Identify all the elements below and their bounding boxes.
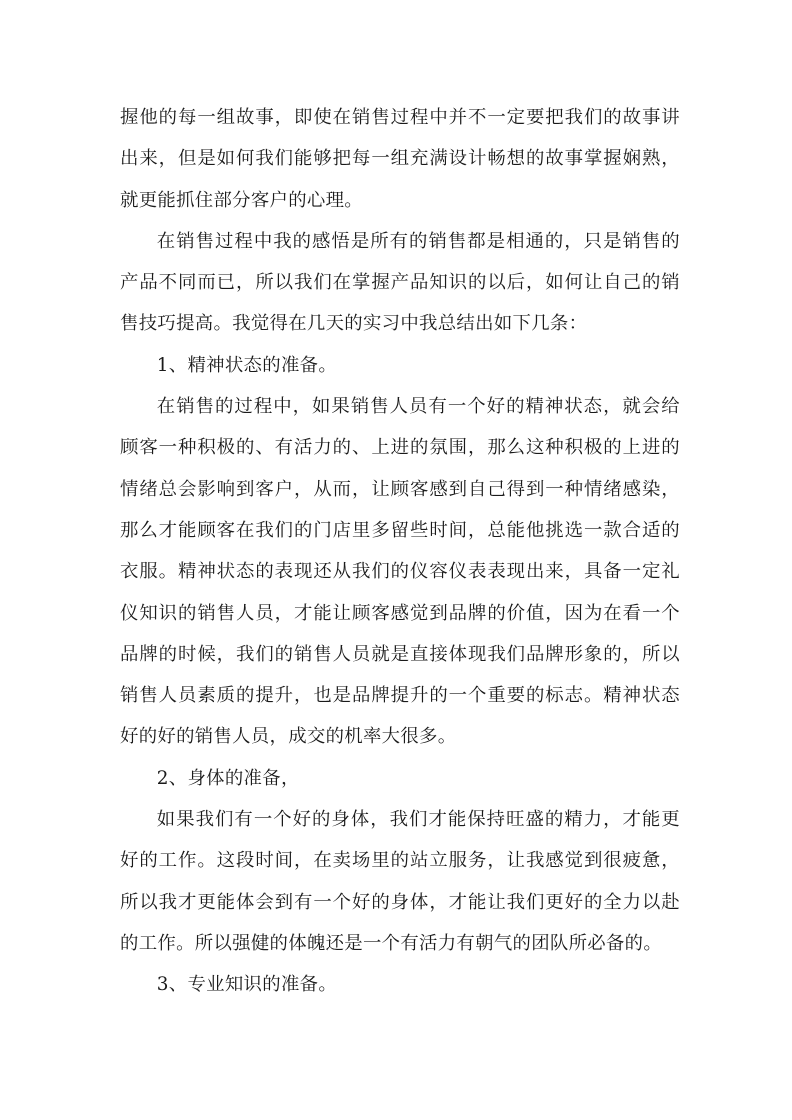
paragraph-1: 握他的每一组故事，即使在销售过程中并不一定要把我们的故事讲出来，但是如何我们能够把每一组充满设计畅想的故事掌握娴熟，就更能抓住部分客户的心理。 [120,107,680,211]
heading-professional: 3、专业知识的准备。 [156,974,338,996]
paragraph-4: 如果我们有一个好的身体，我们才能保持旺盛的精力，才能更好的工作。这段时间，在卖场里的站立服务，让我感觉到很疲惫，所以我才更能体会到有一个好的身体，才能让我们更好的全力以赴的工作。所以强健的体魄还是一个有活力有朝气的团队所必备的。 [120,809,680,954]
heading-mental-state: 1、精神状态的准备。 [156,354,338,376]
document-body [120,97,680,1006]
paragraph-2: 在销售过程中我的感悟是所有的销售都是相通的，只是销售的产品不同而已，所以我们在掌握产品知识的以后，如何让自己的销售技巧提高。我觉得在几天的实习中我总结出如下几条： [120,230,680,335]
paragraph-3: 在销售的过程中，如果销售人员有一个好的精神状态，就会给顾客一种积极的、有活力的、上进的氛围，那么这种积极的上进的情绪总会影响到客户，从而，让顾客感到自己得到一种情绪感染，那么才能顾客在我们的门店里多留些时间，总能他挑选一款合适的衣服。精神状态的表现还从我们的仪容仪表表现出来，具备一定礼仪知识的销售人员，才能让顾客感觉到品牌的价值，因为在看一个品牌的时候，我们的销售人员就是直接体现我们品牌形象的，所以销售人员素质的提升，也是品牌提升的一个重要的标志。精神状态好的好的销售人员，成交的机率大很多。 [120,396,680,748]
heading-physical: 2、身体的准备， [156,767,300,789]
